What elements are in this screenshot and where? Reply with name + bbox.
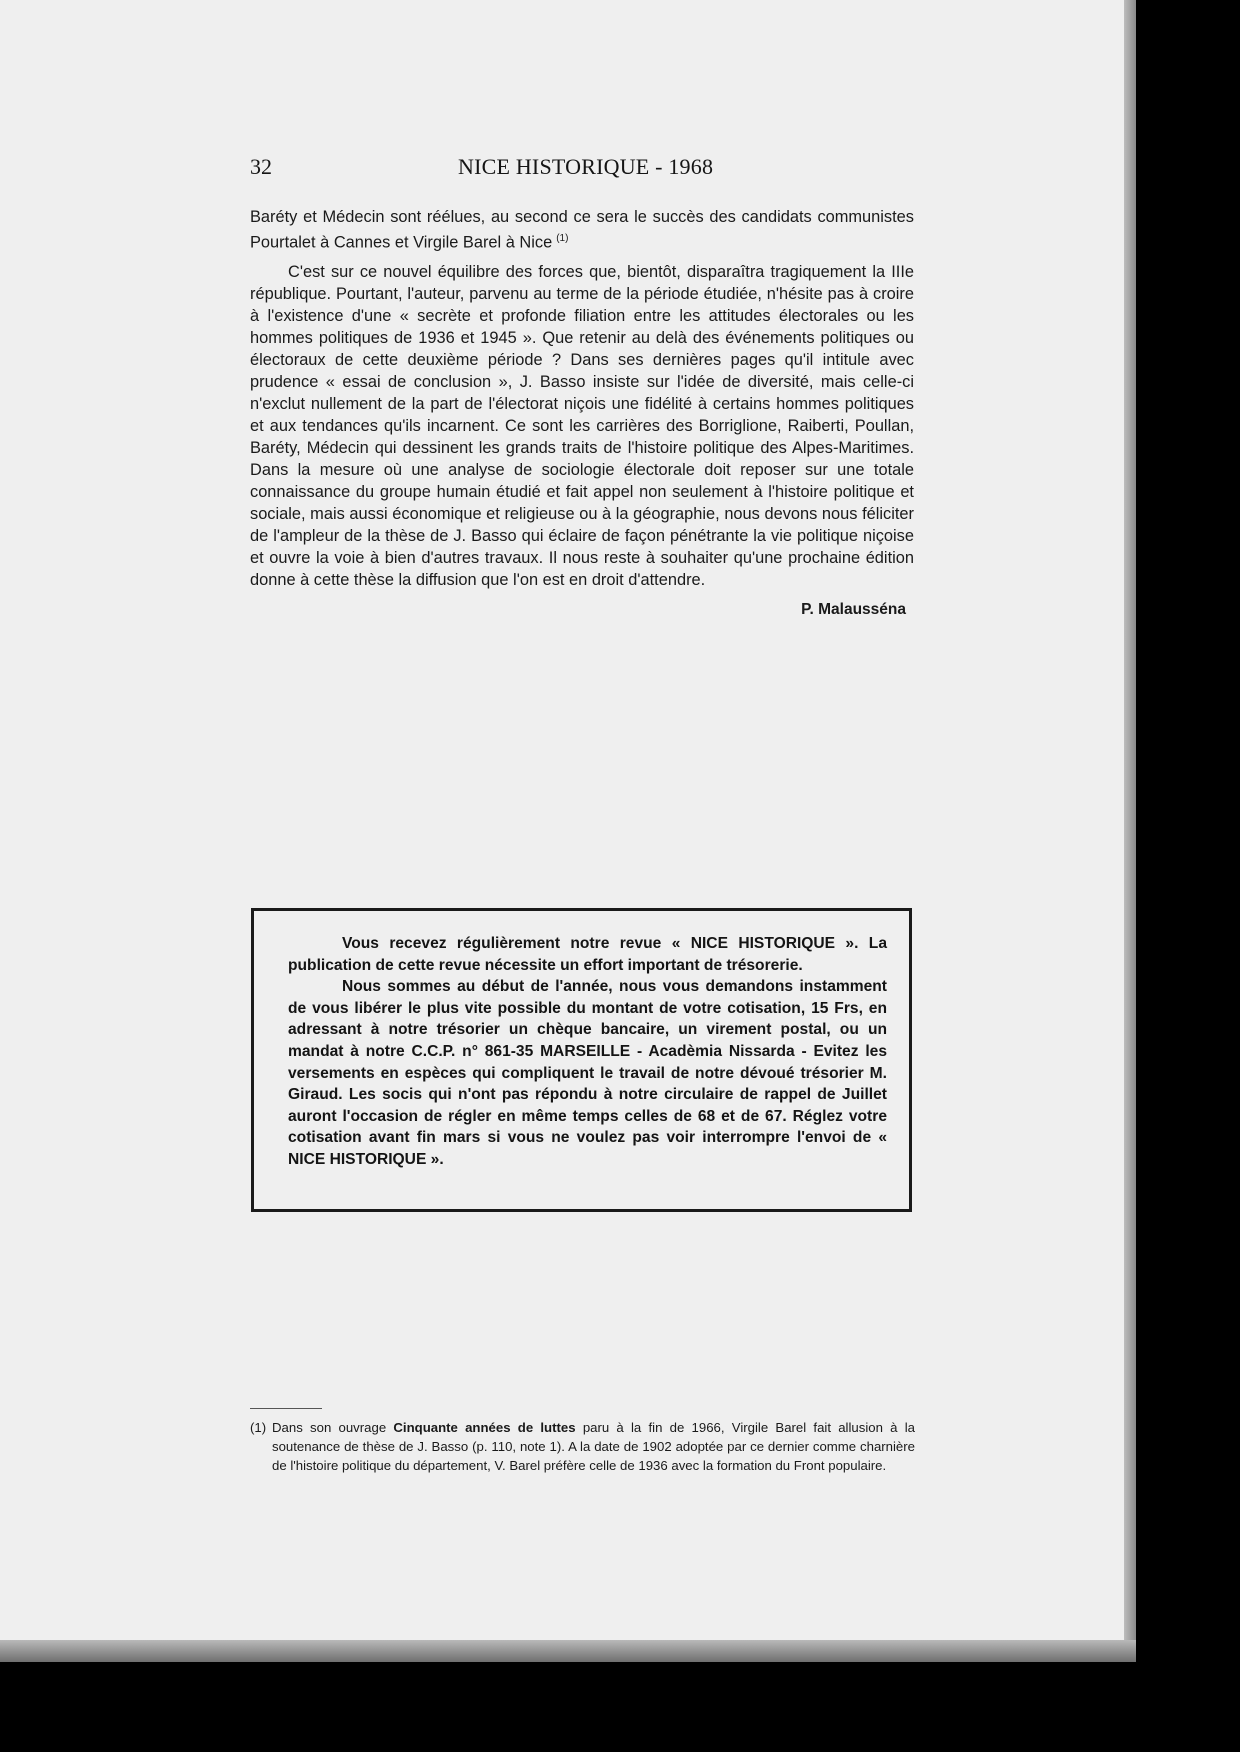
paragraph-1 [250, 206, 914, 253]
footnote-book-title: Cinquante années de luttes [393, 1420, 576, 1435]
author-signature: P. Malausséna [801, 601, 906, 619]
footnote-text [272, 1418, 915, 1475]
page-number: 32 [250, 154, 272, 179]
footnote-divider [250, 1408, 322, 1409]
paragraph-2: C'est sur ce nouvel équilibre des forces que, bientôt, disparaîtra tragiquement la IIIe république. Pourtant, l'auteur, parvenu au terme de la période étudiée, n'hésite pas à croire à l'existence d'une « secrète et profonde filiation entre les attitudes électorales ou les hommes politiques de 1936 et 1945 ». Que retenir au delà des événements politiques ou électoraux de cette deuxième période ? Dans ses dernières pages qu'il intitule avec prudence « essai de conclusion », J. Basso insiste sur l'idée de diversité, mais celle-ci n'exclut nullement de la part de l'électorat niçois une fidélité à certains hommes politiques et aux tendances qu'ils incarnent. Ce sont les carrières des Borriglione, Raiberti, Poullan, Baréty, Médecin qui dessinent les grands traits de l'histoire politique des Alpes-Maritimes. Dans la mesure où une analyse de sociologie électorale doit reposer sur une totale connaissance du groupe humain étudié et fait appel non seulement à l'histoire politique et sociale, mais aussi économique et religieuse ou à la géographie, nous devons nous féliciter de l'ampleur de la thèse de J. Basso qui éclaire de façon pénétrante la vie politique niçoise et ouvre la voie à bien d'autres travaux. Il nous reste à souhaiter qu'une prochaine édition donne à cette thèse la diffusion que l'on est en droit d'attendre. [250, 263, 914, 590]
page-edge-shadow [1124, 0, 1136, 1660]
subscription-notice-box [251, 908, 912, 1212]
footnote-marker: (1) [250, 1420, 267, 1435]
article-body [250, 206, 914, 621]
footnote-text-after: paru à la fin de 1966, Virgile Barel fait allusion à la soutenance de thèse de J. Basso (p. 110, note 1). A la date de 1902 adoptée par ce dernier comme charnière de l'histoire politique du département, V. Barel préfère celle de 1936 avec la formation du Front populaire. [272, 1420, 915, 1473]
footnote [250, 1418, 915, 1475]
journal-title: NICE HISTORIQUE - 1968 [458, 154, 714, 179]
footnote-text-before: Dans son ouvrage [272, 1420, 387, 1435]
paragraph-1-text: Baréty et Médecin sont réélues, au second ce sera le succès des candidats communistes Pourtalet à Cannes et Virgile Barel à Nice [250, 208, 914, 252]
notice-paragraph-2: Nous sommes au début de l'année, nous vous demandons instamment de vous libérer le plus vite possible du montant de votre cotisation, 15 Frs, en adressant à notre trésorier un chèque bancaire, un virement postal, ou un mandat à notre C.C.P. n° 861-35 MARSEILLE - Acadèmia Nissarda - Evitez les versements en espèces qui compliquent le travail de notre dévoué trésorier M. Giraud. Les socis qui n'ont pas répondu à notre circulaire de rappel de Juillet auront l'occasion de régler en même temps celles de 68 et de 67. Réglez votre cotisation avant fin mars si vous ne voulez pas voir interrompre l'envoi de « NICE HISTORIQUE ». [288, 978, 887, 1168]
page-bottom-shadow [0, 1640, 1136, 1662]
footnote-reference: (1) [556, 233, 569, 244]
running-head [250, 154, 914, 186]
notice-paragraph-1: Vous recevez régulièrement notre revue « NICE HISTORIQUE ». La publication de cette revue nécessite un effort important de trésorerie. [288, 935, 887, 974]
